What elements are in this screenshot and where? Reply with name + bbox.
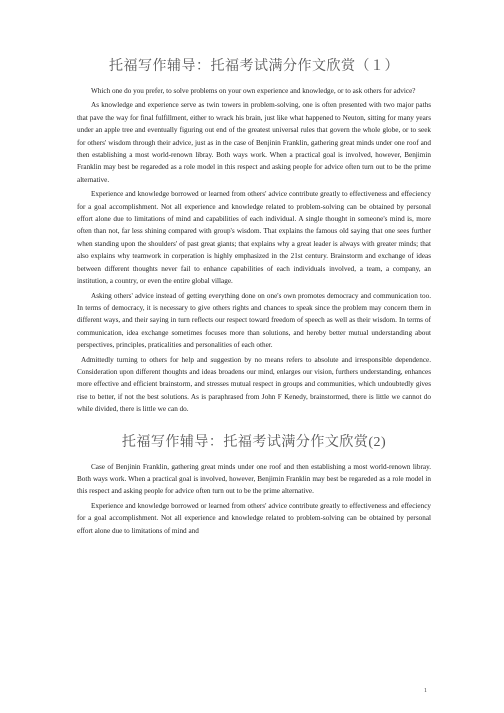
page-number: 1 — [424, 688, 427, 694]
article-title-2: 托福写作辅导：托福考试满分作文欣赏(2) — [121, 434, 387, 450]
body-paragraph-6: Experience and knowledge borrowed or learned from others' advice contribute greatly to effectiveness and effeciency for a goal accomplishment. Not all experience and knowledge related to problem-solving can be obtained by personal effort alone due to limitations of mind and — [77, 501, 431, 535]
body-paragraph-2: Experience and knowledge borrowed or learned from others' advice contribute greatly to effectiveness and effeciency for a goal accomplishment. Not all experience and knowledge related to problem-solving can be obtained by personal effort alone due to limitations of mind and capabilities of each individual. A single thought in someone's mind is, more often than not, far less shining compared with group's wisdom. That explains the famous old saying that one sees further when standing upon the shoulders' of past great giants; that explains why a great leader is always with greater minds; that also explains why teamwork in corperation is highly emphasized in the 21st century. Brainstorm and exchange of ideas between different thoughts never fail to enhance capabilities of each individuals involved, a team, a company, an institution, a country, or even the entire global village. — [77, 190, 431, 286]
body-paragraph-3: Asking others' advice instead of getting everything done on one's own promotes democracy and communication too. In terms of democracy, it is necessary to give others rights and chances to speak since the problem may concern them in different ways, and their saying in turn reflects our respect toward freedom of speech as well as their wisdom. In terms of communication, idea exchange sometimes focuses more than solutions, and hereby better mutual understanding about perspectives, principles, praticalities and personalities of each other. — [77, 291, 431, 350]
question-paragraph: Which one do you prefer, to solve problems on your own experience and knowledge, or to ask others for advice? — [91, 87, 416, 95]
body-paragraph-5: Case of Benjinin Franklin, gathering great minds under one roof and then establishing a most world-renown libray. Both ways work. When a practical goal is involved, however, Benjimin Franklin may best be regareded as a role model in this respect and asking people for advice often turn out to be the prime alternative. — [77, 462, 431, 496]
page-content — [77, 58, 431, 539]
body-paragraph-1: As knowledge and experience serve as twin towers in problem-solving, one is often presented with two major paths that pave the way for final fulfillment, either to wrack his brain, just like what happened to Neuton, sitting for many years under an apple tree and eventually figuring out end of the greatest universal rules that govern the whole globe, or to seek for others' wisdom through their advice, just as in the case of Benjinin Franklin, gathering great minds under one roof and then establishing a most world-renown libray. Both ways work. When a practical goal is involved, however, Benjimin Franklin may best be regareded as a role model in this respect and asking people for advice often turn out to be the prime alternative. — [77, 101, 431, 184]
article-title-1: 托福写作辅导：托福考试满分作文欣赏（１） — [109, 59, 399, 74]
body-paragraph-4: Admittedly turning to others for help and suggestion by no means refers to absolute and irresponsible dependence. Consideration upon different thoughts and ideas broadens our mind, enlarges our vision, furthers understanding, enhances more effective and efficient brainstorm, and stresses mutual respect in groups and communities, which undoubtedly gives rise to better, if not the best solutions. As is paraphrased from John F Kenedy, brainstormed, there is little we cannot do while divided, there is little we can do. — [77, 355, 431, 414]
